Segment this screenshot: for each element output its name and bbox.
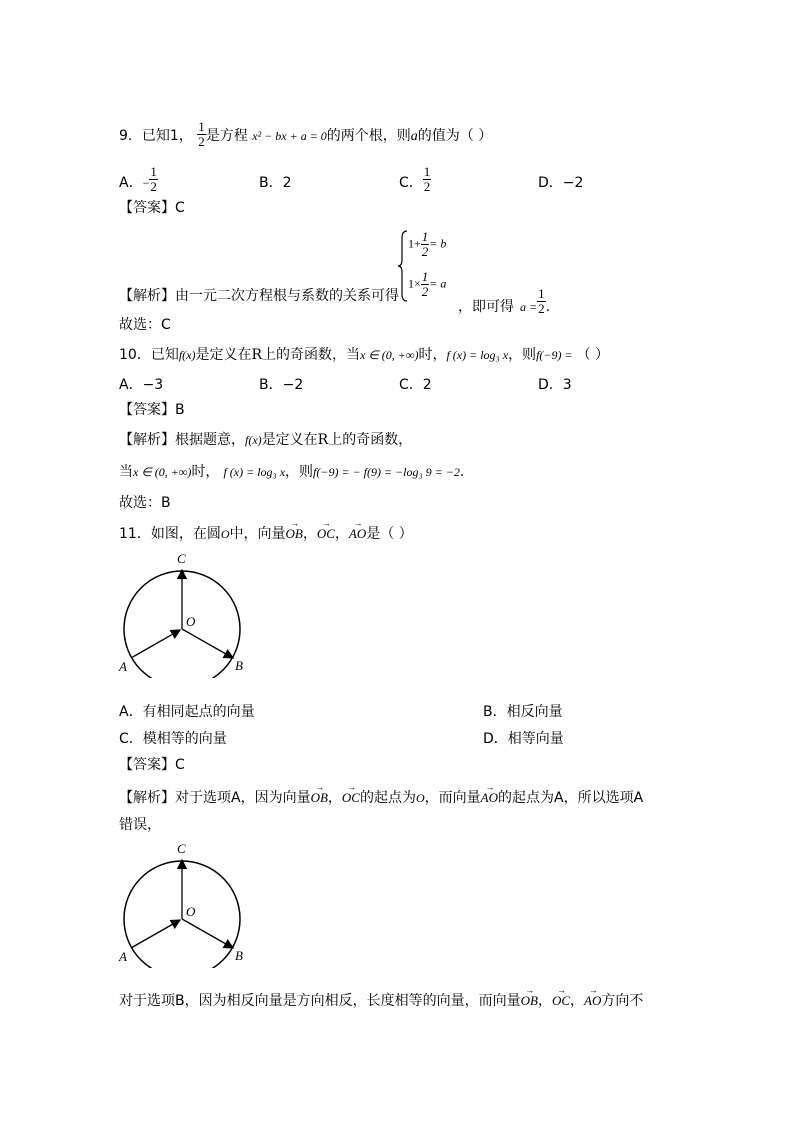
q10-analysis-1: 【解析】根据题意，f(x)是定义在R上的奇函数， xyxy=(119,432,413,448)
q9-frac-half: $\frac{1}{2}$ xyxy=(198,119,205,149)
q9-conclusion: 故选：C xyxy=(119,317,171,333)
q9-option-a[interactable]: A．− $\frac{1}{2}$ xyxy=(119,164,157,194)
label-c: C xyxy=(177,551,186,566)
label-a: A xyxy=(119,949,127,964)
q11-figure-circle-2 xyxy=(115,838,255,972)
q10-stem: 10．已知f(x)是定义在R上的奇函数，当x ∈ (0, +∞)时，f (x) = log₃ x，则f(−9) = （ ） xyxy=(119,347,610,363)
q9-suffix-b: 的值为（ ） xyxy=(417,128,493,144)
q11-option-a[interactable]: A．有相同起点的向量 xyxy=(119,704,255,720)
label-b: B xyxy=(235,948,243,963)
q11-analysis-3: 对于选项B，因为相反向量是方向相反，长度相等的向量，而向量→ OB，→ OC，→ AO方向不 xyxy=(119,992,643,1010)
q10-analysis-2: 当x ∈ (0, +∞)时， f (x) = log₃ x，则f(−9) = − f(9) = −log₃ 9 = −2. xyxy=(119,464,465,480)
vector-ob xyxy=(182,629,233,658)
q11-option-b[interactable]: B．相反向量 xyxy=(483,704,563,720)
q11-option-d[interactable]: D．相等向量 xyxy=(483,731,564,747)
q10-option-d[interactable]: D．3 xyxy=(538,377,572,393)
vector-ob xyxy=(182,919,233,948)
q10-conclusion: 故选：B xyxy=(119,495,171,511)
q9-stem xyxy=(119,120,492,149)
label-o: O xyxy=(186,614,196,629)
q11-vector-oc: → OC xyxy=(317,525,335,543)
q9-option-b[interactable]: B．2 xyxy=(259,175,292,191)
vector-ao xyxy=(131,630,180,658)
q9-option-c[interactable]: C． $\frac{1}{2}$ xyxy=(399,164,431,194)
q9-prefix: 9．已知 xyxy=(119,128,170,144)
q9-system-line1: 1+ $\frac{1}{2}$ = b xyxy=(408,229,447,259)
q9-system-brace xyxy=(398,230,408,302)
q10-option-b[interactable]: B．−2 xyxy=(259,377,304,393)
q10-option-a[interactable]: A．−3 xyxy=(119,377,164,393)
q9-middle: 是方程 xyxy=(205,128,248,144)
q9-answer: 【答案】C xyxy=(119,200,185,216)
label-a: A xyxy=(119,659,127,674)
q11-analysis-2: 错误， xyxy=(119,817,161,833)
q9-analysis-result: ，即可得 a = $\frac{1}{2}$ . xyxy=(458,286,551,316)
q11-vector-ob: → OB xyxy=(286,525,303,543)
q10-R: R xyxy=(251,347,263,363)
q9-system-line2: 1× $\frac{1}{2}$ = a xyxy=(408,269,447,299)
vector-ao xyxy=(131,920,180,948)
q10-fx: f(x) xyxy=(178,348,196,362)
label-c: C xyxy=(177,841,186,856)
q9-var: a xyxy=(410,129,418,144)
q10-option-c[interactable]: C．2 xyxy=(399,377,432,393)
q9-option-d[interactable]: D．−2 xyxy=(538,175,584,191)
q11-option-c[interactable]: C．模相等的向量 xyxy=(119,731,227,747)
q11-stem: 11．如图，在圆O中，向量→ OB，→ OC，→ AO是（ ） xyxy=(119,525,413,543)
q9-one: 1， xyxy=(169,128,193,144)
label-b: B xyxy=(235,658,243,673)
q11-figure-circle xyxy=(115,548,255,682)
q9-suffix-a: 的两个根，则 xyxy=(326,128,411,144)
q10-answer: 【答案】B xyxy=(119,402,185,418)
q11-analysis-1: 【解析】对于选项A，因为向量→ OB，→ OC的起点为O，而向量→ AO的起点为A，所以选项A xyxy=(119,789,643,807)
q11-vector-ao: → AO xyxy=(349,525,366,543)
q9-equation: x² − bx + a = 0 xyxy=(252,129,327,143)
q9-analysis: 【解析】由一元二次方程根与系数的关系可得 xyxy=(119,288,399,304)
label-o: O xyxy=(186,904,196,919)
q11-answer: 【答案】C xyxy=(119,757,185,773)
